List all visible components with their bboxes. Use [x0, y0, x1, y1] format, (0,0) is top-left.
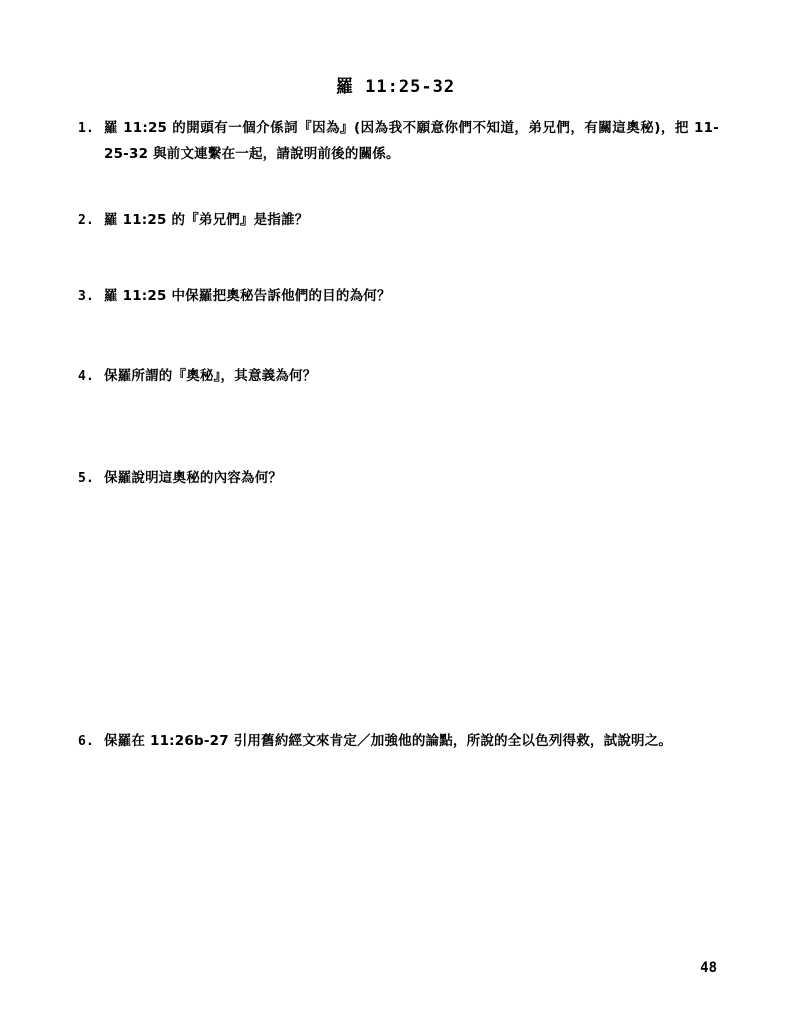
list-item: [78, 207, 719, 233]
question-text: 羅 11:25 中保羅把奧秘告訴他們的目的為何？: [104, 288, 391, 304]
question-number: 1.: [78, 121, 95, 136]
list-item: [78, 115, 719, 168]
page-title: 羅 11:25-32: [335, 77, 456, 97]
list-item: [78, 728, 719, 754]
list-item: [78, 465, 719, 491]
question-number: 5.: [78, 471, 95, 486]
question-text: 羅 11:25 的開頭有一個介係詞『因為』(因為我不願意你們不知道，弟兄們，有關這奧秘)，把 11-25-32 與前文連繫在一起，請說明前後的關係。: [104, 120, 719, 163]
list-item: [78, 283, 719, 309]
question-number: 3.: [78, 289, 95, 304]
page-number: 48: [700, 960, 717, 976]
question-number: 2.: [78, 213, 95, 228]
question-text: 羅 11:25 的『弟兄們』是指誰？: [104, 212, 309, 228]
question-text: 保羅說明這奧秘的內容為何？: [104, 470, 283, 486]
list-item: [78, 363, 719, 389]
question-number: 6.: [78, 734, 95, 749]
question-text: 保羅所謂的『奧秘』，其意義為何？: [104, 368, 317, 384]
question-text: 保羅在 11:26b-27 引用舊約經文來肯定／加強他的論點，所說的全以色列得救，試說明之。: [104, 733, 673, 749]
question-number: 4.: [78, 369, 95, 384]
